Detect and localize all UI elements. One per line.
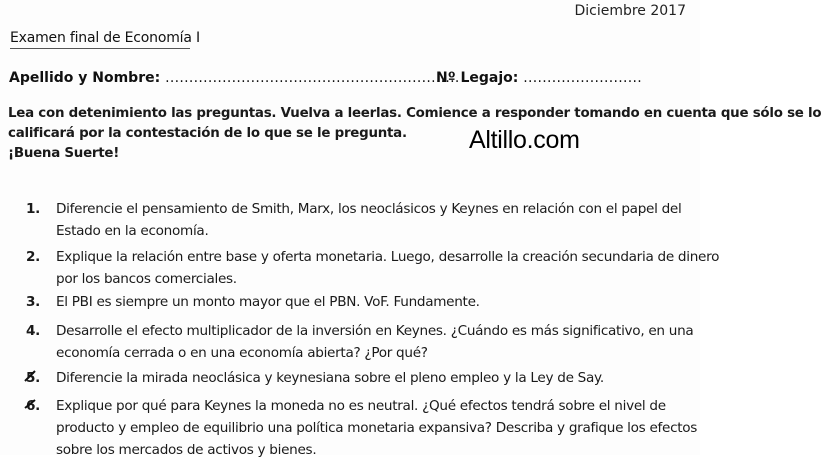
question-line: producto y empleo de equilibrio una política monetaria expansiva? Describa y grafique los efectos xyxy=(56,420,698,436)
instructions-line-3: ¡Buena Suerte! xyxy=(8,146,120,161)
name-field xyxy=(9,70,460,86)
name-blank: .............................................................. xyxy=(165,70,460,86)
question-line: por los bancos comerciales. xyxy=(56,271,237,287)
exam-date: Diciembre 2017 xyxy=(574,3,686,19)
question-number: 2. xyxy=(26,249,41,265)
question-line: Explique la relación entre base y oferta monetaria. Luego, desarrolle la creación secundaria de dinero xyxy=(56,249,720,265)
legajo-label: Nº Legajo: xyxy=(436,70,519,86)
handwritten-strike-mark-icon xyxy=(24,398,36,410)
legajo-blank: ......................... xyxy=(523,70,643,86)
question-line: Explique por qué para Keynes la moneda no es neutral. ¿Qué efectos tendrá sobre el nivel de xyxy=(56,398,666,414)
exam-title: Examen final de Economía I xyxy=(10,30,200,46)
question-line: Desarrolle el efecto multiplicador de la inversión en Keynes. ¿Cuándo es más significativo, en una xyxy=(56,323,694,339)
question-text xyxy=(56,198,696,242)
question-line: Diferencie el pensamiento de Smith, Marx, los neoclásicos y Keynes en relación con el papel del xyxy=(56,201,682,217)
title-underline xyxy=(10,48,190,49)
question-line: El PBI es siempre un monto mayor que el PBN. VoF. Fundamente. xyxy=(56,294,480,310)
instructions-line-2: calificará por la contestación de lo que se le pregunta. xyxy=(8,126,407,141)
question-number: 3. xyxy=(26,294,41,310)
question-number: 1. xyxy=(26,201,41,217)
question-number: 5. xyxy=(26,370,41,386)
name-label: Apellido y Nombre: xyxy=(9,70,161,86)
question-number: 4. xyxy=(26,323,41,339)
question-line: Diferencie la mirada neoclásica y keynesiana sobre el pleno empleo y la Ley de Say. xyxy=(56,370,604,386)
handwritten-check-mark-icon xyxy=(24,370,36,382)
question-text xyxy=(56,367,696,389)
question-text xyxy=(56,395,696,461)
question-line: Estado en la economía. xyxy=(56,223,209,239)
legajo-field xyxy=(436,70,642,86)
watermark: Altillo.com xyxy=(469,126,580,154)
question-number: 6. xyxy=(26,398,41,414)
question-line: sobre los mercados de activos y bienes. xyxy=(56,442,317,458)
question-text xyxy=(56,291,696,313)
question-text xyxy=(56,246,720,290)
instructions xyxy=(8,104,821,164)
question-line: economía cerrada o en una economía abierta? ¿Por qué? xyxy=(56,345,428,361)
question-text xyxy=(56,320,696,364)
instructions-line-1: Lea con detenimiento las preguntas. Vuelva a leerlas. Comience a responder tomando en cuenta que sólo se lo xyxy=(8,106,821,121)
